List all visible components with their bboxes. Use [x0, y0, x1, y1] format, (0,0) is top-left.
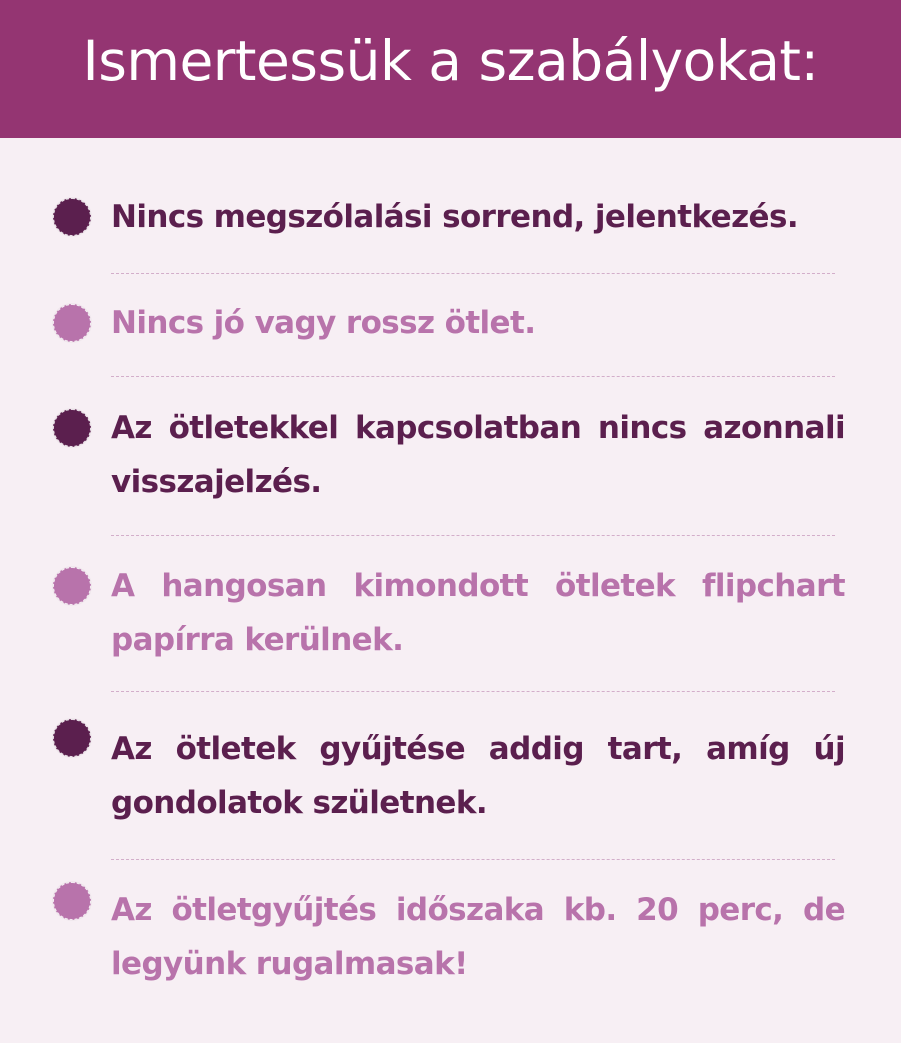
bullet-dot-icon	[53, 409, 91, 447]
bullet-dot-icon	[53, 719, 91, 757]
header-banner	[0, 0, 901, 138]
rule-text: Az ötletek gyűjtése addig tart, amíg új gondolatok születnek.	[111, 731, 845, 821]
bullet-dot-icon	[53, 304, 91, 342]
bullet-dot-icon	[53, 567, 91, 605]
divider	[111, 691, 835, 692]
rule-text: Az ötletekkel kapcsolatban nincs azonnali visszajelzés.	[111, 410, 845, 500]
bullet-dot-icon	[53, 882, 91, 920]
rule-text: Nincs megszólalási sorrend, jelentkezés.	[111, 199, 799, 235]
divider	[111, 535, 835, 536]
rule-text: Nincs jó vagy rossz ötlet.	[111, 305, 536, 341]
rule-text: Az ötletgyűjtés időszaka kb. 20 perc, de legyünk rugalmasak!	[111, 892, 845, 982]
divider	[111, 376, 835, 377]
rule-text: A hangosan kimondott ötletek flipchart papírra kerülnek.	[111, 568, 845, 658]
divider	[111, 859, 835, 860]
page-title: Ismertessük a szabályokat:	[82, 28, 819, 93]
divider	[111, 273, 835, 274]
bullet-dot-icon	[53, 198, 91, 236]
